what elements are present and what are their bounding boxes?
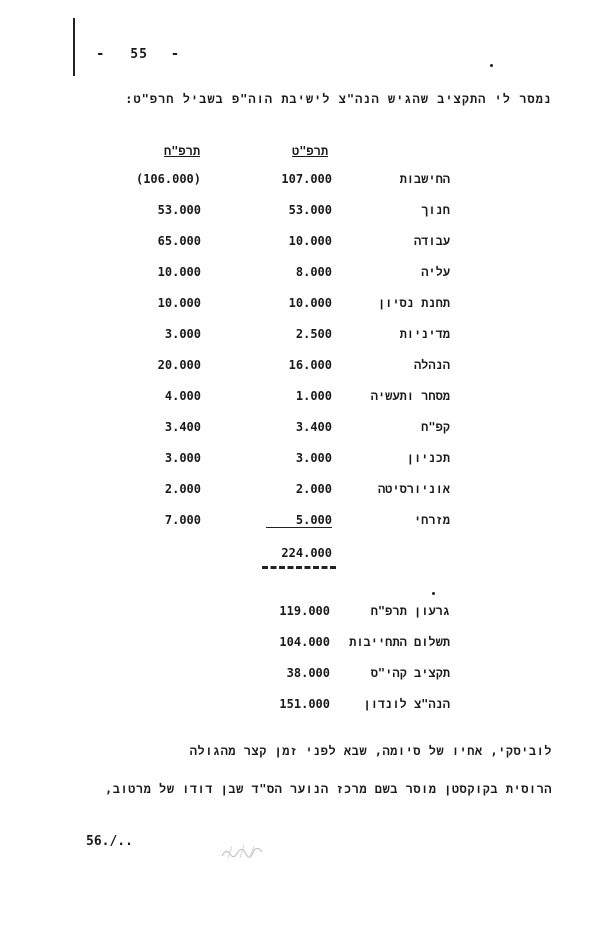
cell-next-year: 7.000	[164, 513, 201, 527]
summary-value: 119.000	[279, 604, 330, 618]
row-label: תכניון	[406, 451, 450, 465]
cell-prev-year: 53.000	[288, 203, 332, 217]
speck-dot	[490, 64, 493, 67]
cell-next-year: 53.000	[157, 203, 201, 217]
cell-prev-year: 16.000	[288, 358, 332, 372]
paragraph-line-1: לוביסקי, אחיו של סיומה, שבא לפני זמן קצר מהגולה	[189, 744, 552, 758]
row-label: מזרחי	[413, 513, 450, 527]
dash-left: -	[96, 46, 106, 62]
cell-prev-year: 3.000	[295, 451, 332, 465]
summary-label: תקציב קהי"ס	[370, 666, 450, 680]
cell-prev-year: 2.000	[295, 482, 332, 496]
row-label: עבודה	[413, 234, 450, 248]
summary-value: 104.000	[279, 635, 330, 649]
row-label: תחנת נסיון	[377, 296, 450, 310]
column-header-next: תרפ"ח	[164, 144, 201, 158]
summary-value: 38.000	[286, 666, 330, 680]
cell-next-year: 4.000	[164, 389, 201, 403]
cell-prev-year: 10.000	[288, 296, 332, 310]
faint-stamp	[220, 842, 266, 860]
cell-next-year: 2.000	[164, 482, 201, 496]
paragraph-line-2: הרוסית בקוקסטן מוסר בשם מרכז הנוער הס"ד שבן דודו של מרטוב,	[105, 782, 552, 796]
summary-label: תשלום התחייבות	[349, 635, 450, 649]
cell-prev-year: 5.000	[295, 513, 332, 527]
cell-prev-year: 8.000	[295, 265, 332, 279]
last-value-underline	[266, 527, 332, 528]
margin-rule	[73, 18, 75, 76]
cell-next-year: 10.000	[157, 296, 201, 310]
cell-next-year: 3.000	[164, 451, 201, 465]
row-label: עליה	[421, 265, 450, 279]
summary-label: גרעון תרפ"ח	[370, 604, 450, 618]
row-label: החישבות	[399, 172, 450, 186]
cell-prev-year: 3.400	[295, 420, 332, 434]
column-header-prev: תרפ"ט	[292, 144, 329, 158]
row-label: אוניורסיטה	[377, 482, 450, 496]
row-label: חנוך	[421, 203, 450, 217]
summary-value: 151.000	[279, 697, 330, 711]
row-label: מסחר ותעשיה	[370, 389, 450, 403]
cell-next-year: 3.000	[164, 327, 201, 341]
page-number: 55	[130, 47, 148, 62]
dash-right: -	[170, 46, 181, 62]
total-value: 224.000	[281, 546, 332, 560]
document-heading: נמסר לי התקציב שהגיש הנה"צ לישיבת הוה"פ בשביל חרפ"ט:	[125, 92, 552, 106]
speck-dot-2	[432, 592, 435, 595]
cell-next-year: (106.000)	[135, 172, 201, 186]
cell-prev-year: 1.000	[295, 389, 332, 403]
cell-prev-year: 10.000	[288, 234, 332, 248]
continuation-marker: 56./..	[86, 834, 133, 849]
total-double-rule	[262, 566, 336, 569]
row-label: מדיניות	[399, 327, 450, 341]
page-number-header	[96, 46, 180, 62]
row-label: קפ"ח	[421, 420, 450, 434]
cell-prev-year: 2.500	[295, 327, 332, 341]
cell-next-year: 20.000	[157, 358, 201, 372]
summary-label: הנה"צ לונדון	[363, 697, 450, 711]
cell-next-year: 3.400	[164, 420, 201, 434]
cell-next-year: 65.000	[157, 234, 201, 248]
row-label: הנהלה	[413, 358, 450, 372]
cell-next-year: 10.000	[157, 265, 201, 279]
cell-prev-year: 107.000	[281, 172, 332, 186]
